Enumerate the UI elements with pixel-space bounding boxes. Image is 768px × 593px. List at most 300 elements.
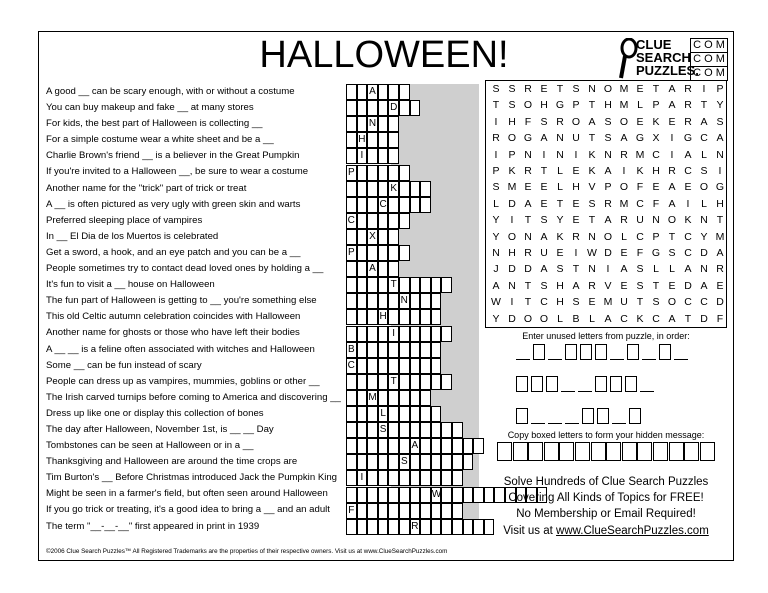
word-search-letter[interactable]: T bbox=[684, 312, 692, 325]
word-search-letter[interactable]: T bbox=[524, 214, 532, 227]
word-search-letter[interactable]: E bbox=[572, 214, 580, 227]
letter-blank[interactable] bbox=[612, 423, 626, 424]
answer-cell[interactable] bbox=[357, 519, 368, 535]
answer-cell[interactable] bbox=[367, 503, 378, 519]
message-box[interactable] bbox=[559, 442, 574, 461]
answer-cell[interactable] bbox=[441, 454, 452, 470]
word-search-letter[interactable]: M bbox=[507, 181, 517, 194]
answer-cell[interactable] bbox=[346, 309, 357, 325]
answer-cell[interactable] bbox=[388, 406, 399, 422]
word-search-letter[interactable]: E bbox=[668, 115, 676, 128]
answer-cell[interactable] bbox=[410, 390, 421, 406]
answer-cell[interactable] bbox=[378, 438, 389, 454]
word-search-letter[interactable]: C bbox=[652, 148, 660, 161]
answer-cell[interactable] bbox=[388, 422, 399, 438]
word-search-letter[interactable]: R bbox=[668, 165, 676, 177]
word-search-letter[interactable]: D bbox=[700, 247, 708, 259]
word-search-letter[interactable]: C bbox=[684, 296, 692, 309]
answer-cell[interactable] bbox=[367, 438, 378, 454]
answer-cell[interactable] bbox=[420, 470, 431, 486]
answer-cell[interactable] bbox=[420, 197, 431, 213]
word-search-letter[interactable]: O bbox=[699, 181, 709, 194]
answer-cell[interactable] bbox=[431, 277, 442, 293]
website-link[interactable]: www.ClueSearchPuzzles.com bbox=[556, 525, 709, 537]
word-search-letter[interactable]: N bbox=[556, 132, 564, 145]
word-search-letter[interactable]: R bbox=[604, 197, 612, 210]
answer-cell[interactable] bbox=[410, 358, 421, 374]
answer-cell[interactable] bbox=[410, 309, 421, 325]
boxed-letter-blank[interactable] bbox=[533, 344, 545, 360]
word-search-letter[interactable]: N bbox=[700, 263, 708, 276]
word-search-letter[interactable]: A bbox=[668, 181, 676, 194]
word-search-letter[interactable]: A bbox=[668, 83, 676, 95]
word-search-letter[interactable]: M bbox=[603, 296, 613, 309]
answer-cell[interactable] bbox=[367, 374, 378, 390]
answer-cell[interactable] bbox=[431, 358, 442, 374]
word-search-letter[interactable]: D bbox=[684, 279, 692, 292]
answer-cell[interactable] bbox=[378, 213, 389, 229]
answer-cell[interactable] bbox=[367, 358, 378, 374]
answer-cell[interactable] bbox=[463, 454, 474, 470]
answer-cell[interactable] bbox=[431, 309, 442, 325]
word-search-letter[interactable]: C bbox=[540, 296, 548, 309]
word-search-letter[interactable]: T bbox=[716, 214, 724, 227]
word-search-letter[interactable]: E bbox=[588, 296, 596, 309]
word-search-letter[interactable]: S bbox=[572, 296, 580, 309]
word-search-letter[interactable]: R bbox=[684, 83, 692, 95]
word-search-letter[interactable]: S bbox=[508, 83, 516, 95]
answer-cell[interactable] bbox=[388, 342, 399, 358]
answer-cell[interactable] bbox=[388, 470, 399, 486]
word-search-letter[interactable]: L bbox=[701, 148, 707, 161]
answer-cell[interactable] bbox=[357, 326, 368, 342]
answer-cell[interactable] bbox=[367, 148, 378, 164]
answer-cell[interactable] bbox=[378, 245, 389, 261]
word-search-letter[interactable]: R bbox=[524, 165, 532, 177]
word-search-letter[interactable]: T bbox=[636, 296, 644, 309]
answer-cell[interactable] bbox=[420, 438, 431, 454]
word-search-letter[interactable]: D bbox=[508, 312, 516, 325]
answer-cell[interactable] bbox=[346, 197, 357, 213]
answer-cell[interactable] bbox=[357, 116, 368, 132]
answer-cell[interactable] bbox=[452, 438, 463, 454]
word-search-letter[interactable]: D bbox=[604, 247, 612, 259]
word-search-letter[interactable]: T bbox=[652, 279, 660, 292]
answer-cell[interactable] bbox=[357, 309, 368, 325]
answer-cell[interactable] bbox=[388, 84, 399, 100]
word-search-letter[interactable]: D bbox=[700, 312, 708, 325]
word-search-letter[interactable]: L bbox=[637, 99, 643, 112]
answer-cell[interactable] bbox=[473, 487, 484, 503]
answer-cell[interactable] bbox=[357, 487, 368, 503]
word-search-letter[interactable]: H bbox=[508, 115, 516, 128]
answer-cell[interactable] bbox=[420, 422, 431, 438]
word-search-letter[interactable]: N bbox=[508, 279, 516, 292]
word-search-letter[interactable]: R bbox=[620, 214, 628, 227]
word-search-letter[interactable]: L bbox=[589, 312, 595, 325]
word-search-letter[interactable]: R bbox=[716, 263, 724, 276]
word-search-letter[interactable]: T bbox=[668, 230, 676, 243]
word-search-letter[interactable]: I bbox=[686, 197, 690, 210]
boxed-letter-blank[interactable] bbox=[627, 344, 639, 360]
answer-cell[interactable] bbox=[473, 438, 484, 454]
answer-cell[interactable] bbox=[367, 519, 378, 535]
answer-cell[interactable] bbox=[441, 487, 452, 503]
letter-blank[interactable] bbox=[516, 359, 530, 360]
answer-cell[interactable] bbox=[378, 358, 389, 374]
word-search-letter[interactable]: T bbox=[540, 165, 548, 177]
answer-cell[interactable] bbox=[357, 342, 368, 358]
word-search-letter[interactable]: R bbox=[572, 230, 580, 243]
answer-cell[interactable] bbox=[388, 116, 399, 132]
answer-cell[interactable] bbox=[399, 519, 410, 535]
answer-cell[interactable] bbox=[367, 293, 378, 309]
answer-cell[interactable] bbox=[367, 487, 378, 503]
word-search-letter[interactable]: F bbox=[636, 247, 644, 259]
answer-cell[interactable] bbox=[357, 165, 368, 181]
boxed-letter-blank[interactable] bbox=[516, 408, 528, 424]
letter-blank[interactable] bbox=[674, 359, 688, 360]
answer-cell[interactable] bbox=[367, 181, 378, 197]
word-search-letter[interactable]: P bbox=[652, 99, 660, 112]
word-search-letter[interactable]: I bbox=[510, 296, 514, 309]
word-search-letter[interactable]: S bbox=[540, 115, 548, 128]
answer-cell[interactable] bbox=[388, 309, 399, 325]
message-box[interactable] bbox=[653, 442, 668, 461]
answer-cell[interactable] bbox=[431, 454, 442, 470]
word-search-letter[interactable]: N bbox=[588, 263, 596, 276]
word-search-letter[interactable]: S bbox=[604, 115, 612, 128]
answer-cell[interactable] bbox=[367, 406, 378, 422]
answer-cell[interactable] bbox=[367, 197, 378, 213]
boxed-letter-blank[interactable] bbox=[659, 344, 671, 360]
word-search-letter[interactable]: S bbox=[572, 83, 580, 95]
answer-cell[interactable] bbox=[420, 293, 431, 309]
word-search-letter[interactable]: D bbox=[716, 296, 724, 309]
answer-cell[interactable] bbox=[473, 519, 484, 535]
message-box[interactable] bbox=[513, 442, 528, 461]
word-search-letter[interactable]: N bbox=[604, 148, 612, 161]
answer-cell[interactable] bbox=[346, 390, 357, 406]
word-search-letter[interactable]: S bbox=[636, 279, 644, 292]
answer-cell[interactable] bbox=[378, 261, 389, 277]
word-search-letter[interactable]: N bbox=[588, 83, 596, 95]
word-search-letter[interactable]: D bbox=[508, 263, 516, 276]
answer-cell[interactable] bbox=[367, 326, 378, 342]
answer-cell[interactable] bbox=[431, 326, 442, 342]
word-search-letter[interactable]: E bbox=[716, 279, 724, 292]
answer-cell[interactable] bbox=[410, 277, 421, 293]
answer-cell[interactable] bbox=[357, 277, 368, 293]
word-search-letter[interactable]: S bbox=[604, 132, 612, 145]
message-box[interactable] bbox=[575, 442, 590, 461]
word-search-letter[interactable]: A bbox=[668, 197, 676, 210]
word-search-letter[interactable]: A bbox=[604, 165, 612, 177]
word-search-letter[interactable]: R bbox=[620, 148, 628, 161]
answer-cell[interactable] bbox=[431, 503, 442, 519]
word-search-letter[interactable]: T bbox=[588, 99, 596, 112]
word-search-letter[interactable]: I bbox=[574, 148, 578, 161]
word-search-letter[interactable]: P bbox=[652, 230, 660, 243]
answer-cell[interactable] bbox=[399, 197, 410, 213]
word-search-letter[interactable]: A bbox=[700, 279, 708, 292]
answer-cell[interactable] bbox=[410, 454, 421, 470]
answer-cell[interactable] bbox=[378, 390, 389, 406]
answer-cell[interactable] bbox=[367, 165, 378, 181]
word-search-letter[interactable]: A bbox=[524, 197, 532, 210]
answer-cell[interactable] bbox=[452, 519, 463, 535]
word-search-letter[interactable]: M bbox=[635, 148, 645, 161]
answer-cell[interactable] bbox=[378, 326, 389, 342]
word-search-letter[interactable]: T bbox=[572, 263, 580, 276]
word-search-letter[interactable]: Y bbox=[492, 230, 500, 243]
answer-cell[interactable] bbox=[399, 406, 410, 422]
word-search-letter[interactable]: G bbox=[635, 132, 645, 145]
answer-cell[interactable] bbox=[346, 406, 357, 422]
boxed-letter-blank[interactable] bbox=[546, 376, 558, 392]
answer-cell[interactable] bbox=[420, 454, 431, 470]
word-search-letter[interactable]: E bbox=[668, 279, 676, 292]
word-search-letter[interactable]: H bbox=[604, 99, 612, 112]
answer-cell[interactable] bbox=[388, 293, 399, 309]
word-search-letter[interactable]: A bbox=[540, 230, 548, 243]
answer-cell[interactable] bbox=[367, 422, 378, 438]
answer-cell[interactable] bbox=[357, 229, 368, 245]
answer-cell[interactable] bbox=[399, 374, 410, 390]
word-search-letter[interactable]: I bbox=[494, 115, 498, 128]
word-search-letter[interactable]: C bbox=[684, 247, 692, 259]
word-search-letter[interactable]: I bbox=[542, 148, 546, 161]
answer-cell[interactable] bbox=[357, 213, 368, 229]
answer-cell[interactable] bbox=[399, 181, 410, 197]
word-search-letter[interactable]: E bbox=[620, 279, 628, 292]
answer-cell[interactable] bbox=[463, 487, 474, 503]
word-search-letter[interactable]: H bbox=[572, 181, 580, 194]
answer-cell[interactable] bbox=[410, 326, 421, 342]
word-search-letter[interactable]: S bbox=[652, 296, 660, 309]
answer-cell[interactable] bbox=[441, 470, 452, 486]
word-search-letter[interactable]: K bbox=[556, 230, 564, 243]
answer-cell[interactable] bbox=[378, 132, 389, 148]
word-search-letter[interactable]: V bbox=[588, 181, 596, 194]
word-search-letter[interactable]: K bbox=[588, 148, 596, 161]
word-search-letter[interactable]: E bbox=[636, 83, 644, 95]
word-search-letter[interactable]: E bbox=[556, 247, 564, 259]
word-search-letter[interactable]: I bbox=[606, 263, 610, 276]
word-search-letter[interactable]: A bbox=[604, 312, 612, 325]
answer-cell[interactable] bbox=[357, 245, 368, 261]
word-search-letter[interactable]: M bbox=[619, 99, 629, 112]
answer-cell[interactable] bbox=[367, 342, 378, 358]
word-search-letter[interactable]: H bbox=[716, 197, 724, 210]
answer-cell[interactable] bbox=[431, 519, 442, 535]
word-search-letter[interactable]: N bbox=[700, 214, 708, 227]
answer-cell[interactable] bbox=[346, 438, 357, 454]
word-search-letter[interactable]: I bbox=[510, 214, 514, 227]
answer-cell[interactable] bbox=[441, 519, 452, 535]
word-search-letter[interactable]: E bbox=[684, 181, 692, 194]
answer-cell[interactable] bbox=[388, 503, 399, 519]
word-search-letter[interactable]: C bbox=[684, 230, 692, 243]
word-search-letter[interactable]: O bbox=[667, 214, 677, 227]
boxed-letter-blank[interactable] bbox=[516, 376, 528, 392]
word-search-letter[interactable]: I bbox=[622, 165, 626, 177]
word-search-letter[interactable]: T bbox=[652, 83, 660, 95]
word-search-letter[interactable]: Y bbox=[700, 230, 708, 243]
message-box[interactable] bbox=[544, 442, 559, 461]
answer-cell[interactable] bbox=[441, 503, 452, 519]
word-search-letter[interactable]: E bbox=[540, 83, 548, 95]
answer-cell[interactable] bbox=[357, 422, 368, 438]
answer-cell[interactable] bbox=[410, 406, 421, 422]
message-box[interactable] bbox=[622, 442, 637, 461]
answer-cell[interactable] bbox=[388, 261, 399, 277]
answer-cell[interactable] bbox=[378, 277, 389, 293]
word-search-letter[interactable]: E bbox=[572, 165, 580, 177]
word-search-letter[interactable]: C bbox=[620, 312, 628, 325]
answer-cell[interactable] bbox=[441, 277, 452, 293]
word-search-letter[interactable]: E bbox=[540, 197, 548, 210]
word-search-letter[interactable]: S bbox=[636, 263, 644, 276]
answer-cell[interactable] bbox=[399, 470, 410, 486]
answer-cell[interactable] bbox=[420, 374, 431, 390]
word-search-letter[interactable]: C bbox=[636, 230, 644, 243]
answer-cell[interactable] bbox=[346, 116, 357, 132]
letter-blank[interactable] bbox=[565, 423, 579, 424]
unused-letters-row[interactable] bbox=[516, 408, 706, 424]
word-search-letter[interactable]: S bbox=[492, 181, 500, 194]
word-search-letter[interactable]: Y bbox=[716, 99, 724, 112]
answer-cell[interactable] bbox=[357, 100, 368, 116]
message-box[interactable] bbox=[669, 442, 684, 461]
word-search-letter[interactable]: N bbox=[492, 247, 500, 259]
word-search-letter[interactable]: U bbox=[636, 214, 644, 227]
answer-cell[interactable] bbox=[388, 132, 399, 148]
word-search-letter[interactable]: I bbox=[670, 148, 674, 161]
answer-cell[interactable] bbox=[378, 181, 389, 197]
word-search-letter[interactable]: S bbox=[588, 197, 596, 210]
answer-cell[interactable] bbox=[357, 390, 368, 406]
answer-cell[interactable] bbox=[367, 277, 378, 293]
word-search-letter[interactable]: T bbox=[556, 83, 564, 95]
word-search-letter[interactable]: G bbox=[555, 99, 565, 112]
answer-cell[interactable] bbox=[410, 374, 421, 390]
answer-cell[interactable] bbox=[378, 503, 389, 519]
message-box[interactable] bbox=[528, 442, 543, 461]
word-search-letter[interactable]: O bbox=[507, 230, 517, 243]
word-search-letter[interactable]: E bbox=[620, 247, 628, 259]
message-box[interactable] bbox=[497, 442, 512, 461]
word-search-letter[interactable]: T bbox=[556, 197, 564, 210]
word-search-letter[interactable]: G bbox=[651, 247, 661, 259]
answer-cell[interactable] bbox=[357, 293, 368, 309]
word-search-letter[interactable]: I bbox=[670, 132, 674, 145]
word-search-letter[interactable]: R bbox=[492, 132, 500, 145]
answer-cell[interactable] bbox=[346, 422, 357, 438]
answer-cell[interactable] bbox=[399, 342, 410, 358]
word-search-letter[interactable]: X bbox=[652, 132, 660, 145]
answer-cell[interactable] bbox=[420, 503, 431, 519]
boxed-letter-blank[interactable] bbox=[582, 408, 594, 424]
answer-cell[interactable] bbox=[346, 261, 357, 277]
word-search-letter[interactable]: U bbox=[540, 247, 548, 259]
word-search-letter[interactable]: S bbox=[540, 279, 548, 292]
answer-cell[interactable] bbox=[367, 132, 378, 148]
word-search-letter[interactable]: U bbox=[572, 132, 580, 145]
word-search-letter[interactable]: B bbox=[572, 312, 580, 325]
answer-cell[interactable] bbox=[420, 326, 431, 342]
answer-cell[interactable] bbox=[357, 84, 368, 100]
letter-blank[interactable] bbox=[642, 359, 656, 360]
answer-cell[interactable] bbox=[357, 374, 368, 390]
letter-blank[interactable] bbox=[610, 359, 624, 360]
word-search-letter[interactable]: C bbox=[636, 197, 644, 210]
answer-cell[interactable] bbox=[452, 454, 463, 470]
word-search-letter[interactable]: U bbox=[620, 296, 628, 309]
word-search-letter[interactable]: A bbox=[572, 279, 580, 292]
word-search-letter[interactable]: O bbox=[603, 83, 613, 95]
word-search-letter[interactable]: N bbox=[524, 148, 532, 161]
answer-cell[interactable] bbox=[357, 358, 368, 374]
answer-cell[interactable] bbox=[378, 374, 389, 390]
word-search-letter[interactable]: D bbox=[508, 197, 516, 210]
word-search-letter[interactable]: J bbox=[493, 263, 499, 276]
word-search-letter[interactable]: L bbox=[557, 165, 563, 177]
answer-cell[interactable] bbox=[346, 470, 357, 486]
answer-cell[interactable] bbox=[441, 422, 452, 438]
word-search-letter[interactable]: G bbox=[683, 132, 693, 145]
word-search-letter[interactable]: R bbox=[684, 99, 692, 112]
answer-cell[interactable] bbox=[388, 454, 399, 470]
letter-blank[interactable] bbox=[531, 423, 545, 424]
word-search-letter[interactable]: R bbox=[524, 83, 532, 95]
answer-cell[interactable] bbox=[420, 358, 431, 374]
answer-cell[interactable] bbox=[431, 293, 442, 309]
answer-cell[interactable] bbox=[399, 358, 410, 374]
word-search-letter[interactable]: P bbox=[716, 83, 724, 95]
word-search-letter[interactable]: N bbox=[588, 230, 596, 243]
boxed-letter-blank[interactable] bbox=[565, 344, 577, 360]
answer-cell[interactable] bbox=[399, 309, 410, 325]
answer-cell[interactable] bbox=[346, 132, 357, 148]
answer-cell[interactable] bbox=[420, 519, 431, 535]
answer-cell[interactable] bbox=[431, 470, 442, 486]
message-box[interactable] bbox=[700, 442, 715, 461]
word-search-letter[interactable]: T bbox=[492, 99, 500, 112]
answer-cell[interactable] bbox=[399, 245, 410, 261]
answer-cell[interactable] bbox=[346, 229, 357, 245]
answer-cell[interactable] bbox=[388, 390, 399, 406]
word-search-letter[interactable]: H bbox=[556, 296, 564, 309]
word-search-letter[interactable]: O bbox=[571, 115, 581, 128]
word-search-letter[interactable]: A bbox=[492, 279, 500, 292]
answer-cell[interactable] bbox=[346, 293, 357, 309]
word-search-letter[interactable]: V bbox=[604, 279, 612, 292]
word-search-letter[interactable]: S bbox=[716, 115, 724, 128]
message-box[interactable] bbox=[606, 442, 621, 461]
answer-cell[interactable] bbox=[399, 390, 410, 406]
word-search-letter[interactable]: A bbox=[620, 132, 628, 145]
boxed-letter-blank[interactable] bbox=[595, 344, 607, 360]
boxed-letter-blank[interactable] bbox=[597, 408, 609, 424]
answer-cell[interactable] bbox=[346, 454, 357, 470]
answer-cell[interactable] bbox=[431, 342, 442, 358]
word-search-letter[interactable]: L bbox=[493, 197, 499, 210]
word-search-letter[interactable]: P bbox=[604, 181, 612, 194]
answer-cell[interactable] bbox=[346, 487, 357, 503]
letter-blank[interactable] bbox=[548, 423, 562, 424]
word-search-letter[interactable]: I bbox=[494, 148, 498, 161]
